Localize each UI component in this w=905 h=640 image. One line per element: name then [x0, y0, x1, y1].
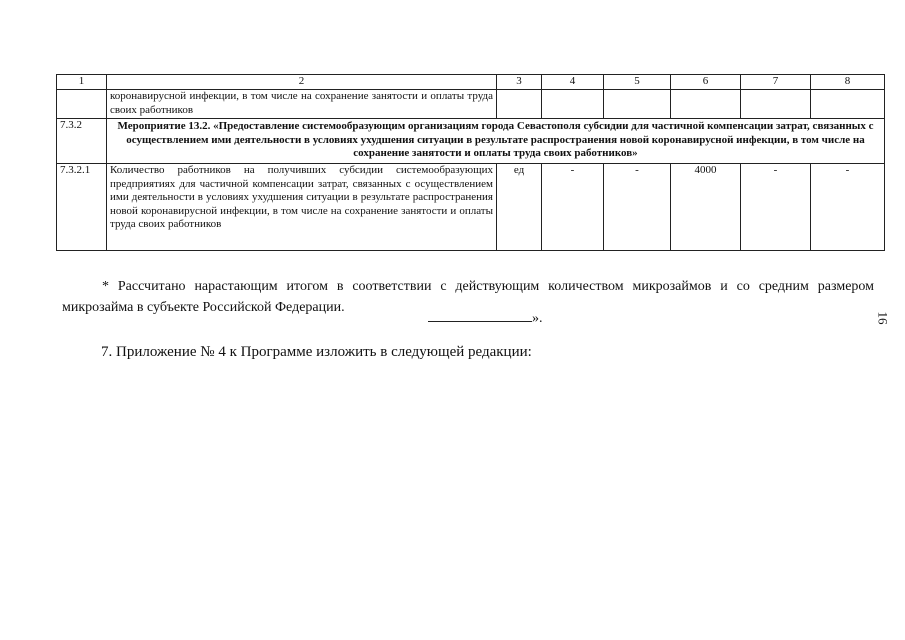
empty-cell [671, 90, 741, 119]
empty-cell [811, 90, 885, 119]
page-number: 16 [875, 311, 891, 325]
header-cell: 2 [107, 75, 497, 90]
measure-prefix: Мероприятие 13.2. [117, 120, 211, 132]
value-cell: 4000 [671, 164, 741, 251]
measure-text: «Предоставление системообразующим организациям города Севастополя субсидии для частичной компенсации затрат, связанных с осуществлением ими деятельности в условиях ухудшения ситуации в результате распространения новой коронавирусной инфекции, в том числе на сохранение занятости и оплаты труда своих работников» [126, 120, 874, 159]
indicator-text: Количество работников на получивших субсидии системообразующих предприятиях для частичной компенсации затрат, связанных с осуществлением ими деятельности в условиях ухудшения ситуации в результате распространения новой коронавирусной инфекции, в том числе на сохранение занятости и оплаты труда своих работников [107, 164, 497, 251]
footnote: * Рассчитано нарастающим итогом в соответствии с действующим количеством микрозаймов и со средним размером микрозайма в субъекте Российской Федерации. [62, 279, 874, 315]
header-cell: 1 [57, 75, 107, 90]
indicators-table [56, 74, 885, 251]
continuation-text: коронавирусной инфекции, в том числе на сохранение занятости и оплаты труда своих работников [107, 90, 497, 119]
closing-mark [428, 309, 543, 327]
empty-cell [604, 90, 671, 119]
empty-cell [741, 90, 811, 119]
measure-title [107, 119, 885, 164]
measure-row [57, 119, 885, 164]
item-7-text: 7. Приложение № 4 к Программе изложить в следующей редакции: [101, 344, 532, 360]
header-cell: 3 [497, 75, 542, 90]
empty-cell [497, 90, 542, 119]
value-cell: - [741, 164, 811, 251]
empty-cell [542, 90, 604, 119]
header-cell: 8 [811, 75, 885, 90]
value-cell: - [811, 164, 885, 251]
signature-line [428, 309, 532, 322]
continuation-row [57, 90, 885, 119]
indicator-row [57, 164, 885, 251]
row-number: 7.3.2 [57, 119, 107, 164]
row-number: 7.3.2.1 [57, 164, 107, 251]
header-cell: 5 [604, 75, 671, 90]
empty-cell [57, 90, 107, 119]
value-cell: - [542, 164, 604, 251]
header-cell: 4 [542, 75, 604, 90]
value-cell: - [604, 164, 671, 251]
header-row [57, 75, 885, 90]
header-cell: 6 [671, 75, 741, 90]
closing-quote: ». [532, 311, 543, 326]
header-cell: 7 [741, 75, 811, 90]
unit-cell: ед [497, 164, 542, 251]
